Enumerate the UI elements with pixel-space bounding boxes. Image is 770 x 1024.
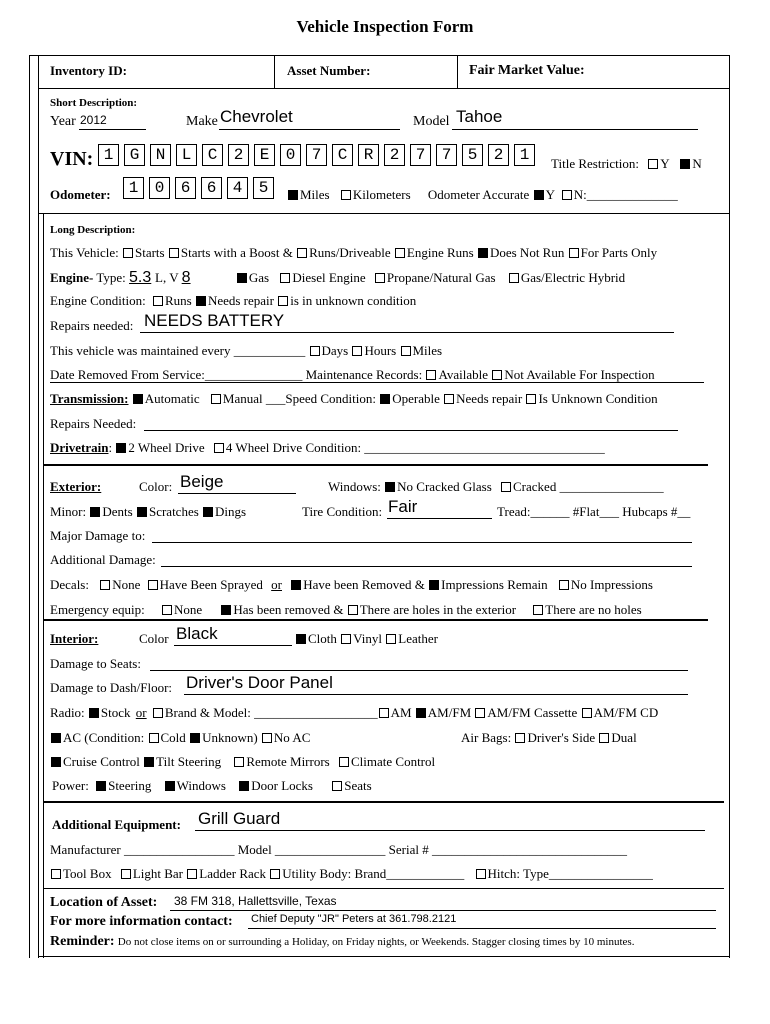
make-line — [219, 129, 400, 130]
tire-condition-line — [387, 518, 492, 519]
dual-checkbox[interactable] — [599, 733, 609, 743]
model-label: Model — [413, 114, 450, 129]
interior-color-line — [174, 645, 292, 646]
cracked-label: Cracked ________________ — [513, 479, 664, 494]
gas-checkbox[interactable] — [237, 273, 247, 283]
stock-checkbox[interactable] — [89, 708, 99, 718]
tilt-label: Tilt Steering — [156, 754, 222, 769]
vin-character-box[interactable]: 5 — [462, 144, 483, 166]
vinyl-checkbox[interactable] — [341, 634, 351, 644]
sprayed-label: Have Been Sprayed — [159, 577, 263, 592]
starts-checkbox[interactable] — [123, 248, 133, 258]
vinyl-label: Vinyl — [353, 631, 382, 646]
dual-label: Dual — [611, 730, 637, 745]
kilometers-checkbox[interactable] — [341, 190, 351, 200]
power-label: Power: — [52, 778, 89, 793]
additional-equipment-value[interactable]: Grill Guard — [198, 809, 281, 828]
location-label: Location of Asset: — [50, 895, 158, 910]
unknown-condition-label: is in unknown condition — [290, 293, 417, 308]
airbags-label: Air Bags: — [461, 730, 512, 745]
decals-label: Decals: — [50, 577, 89, 592]
tool-box-checkbox[interactable] — [51, 869, 61, 879]
engine-runs-checkbox[interactable] — [395, 248, 405, 258]
interior-color-value[interactable]: Black — [176, 624, 218, 643]
automatic-checkbox[interactable] — [133, 394, 143, 404]
reminder-label: Reminder: — [50, 934, 115, 949]
header-divider-2 — [457, 55, 458, 88]
dash-damage-label: Damage to Dash/Floor: — [50, 680, 173, 695]
power-row — [52, 778, 372, 794]
am-label: AM — [390, 705, 412, 720]
no-cracked-checkbox[interactable] — [385, 482, 395, 492]
radio-or-label: or — [135, 705, 147, 720]
year-value[interactable]: 2012 — [80, 113, 107, 127]
dings-checkbox[interactable] — [203, 507, 213, 517]
door-locks-label: Door Locks — [251, 778, 313, 793]
sprayed-checkbox[interactable] — [148, 580, 158, 590]
hybrid-label: Gas/Electric Hybrid — [520, 270, 626, 285]
l-v-label: L, V — [155, 270, 179, 285]
dents-label: Dents — [102, 504, 133, 519]
amfm-cassette-label: AM/FM Cassette — [487, 705, 578, 720]
repairs-needed-label: Repairs needed: — [50, 318, 134, 333]
windows-row — [328, 479, 664, 495]
short-description-label: Short Description: — [50, 97, 138, 109]
cold-checkbox[interactable] — [149, 733, 159, 743]
diesel-checkbox[interactable] — [280, 273, 290, 283]
scratches-checkbox[interactable] — [137, 507, 147, 517]
leather-checkbox[interactable] — [386, 634, 396, 644]
maintained-label: This vehicle was maintained every ___________ — [50, 343, 306, 358]
drivers-side-checkbox[interactable] — [515, 733, 525, 743]
emergency-none-label: None — [173, 602, 203, 617]
odometer-digit-box[interactable]: 5 — [253, 177, 274, 199]
equipment-row — [50, 866, 653, 882]
tire-condition-value[interactable]: Fair — [388, 497, 418, 516]
location-value[interactable]: 38 FM 318, Hallettsville, Texas — [174, 894, 337, 908]
kilometers-label: Kilometers — [352, 187, 411, 202]
odometer-accurate-label: Odometer Accurate — [427, 187, 530, 202]
miles-maint-checkbox[interactable] — [401, 346, 411, 356]
ladder-rack-label: Ladder Rack — [199, 866, 267, 881]
starts-boost-checkbox[interactable] — [169, 248, 179, 258]
scratches-label: Scratches — [148, 504, 199, 519]
no-holes-label: There are no holes — [545, 602, 642, 617]
options-row — [50, 754, 435, 770]
ac-unknown-label: Unknown) — [202, 730, 258, 745]
vin-character-box[interactable]: 1 — [514, 144, 535, 166]
climate-checkbox[interactable] — [339, 757, 349, 767]
needs-repair-checkbox[interactable] — [196, 296, 206, 306]
hitch-label: Hitch: Type________________ — [487, 866, 653, 881]
trans-needs-repair-label: Needs repair — [456, 391, 523, 406]
this-vehicle-label: This Vehicle: — [50, 245, 119, 260]
top-border — [29, 55, 730, 56]
exterior-divider — [44, 464, 708, 466]
trans-unknown-checkbox[interactable] — [526, 394, 536, 404]
odo-accurate-n-label: N:______________ — [573, 187, 678, 202]
vin-character-box[interactable]: 2 — [384, 144, 405, 166]
cloth-label: Cloth — [308, 631, 337, 646]
additional-equipment-label: Additional Equipment: — [52, 817, 181, 832]
asset-number-label: Asset Number: — [287, 63, 371, 78]
runs-driveable-checkbox[interactable] — [297, 248, 307, 258]
emergency-label: Emergency equip: — [50, 602, 145, 617]
operable-checkbox[interactable] — [380, 394, 390, 404]
upholstery-row — [295, 631, 438, 647]
has-removed-label: Has been removed & — [233, 602, 344, 617]
model-line — [452, 129, 698, 130]
maintained-row — [50, 343, 442, 359]
odo-accurate-y-checkbox[interactable] — [534, 190, 544, 200]
power-windows-label: Windows — [176, 778, 226, 793]
location-line — [170, 910, 716, 911]
vin-character-box[interactable]: 2 — [228, 144, 249, 166]
interior-color-label: Color — [139, 631, 169, 646]
minor-label: Minor: — [50, 504, 87, 519]
brand-model-checkbox[interactable] — [153, 708, 163, 718]
odometer-digit-box[interactable]: 1 — [123, 177, 144, 199]
tread-label: Tread:______ #Flat___ Hubcaps #__ — [497, 504, 691, 519]
utility-body-checkbox[interactable] — [270, 869, 280, 879]
drivetrain-label: Drivetrain — [50, 440, 109, 455]
no-impressions-checkbox[interactable] — [559, 580, 569, 590]
miles-checkbox[interactable] — [288, 190, 298, 200]
light-bar-label: Light Bar — [132, 866, 184, 881]
gas-label: Gas — [248, 270, 270, 285]
airbags-row — [461, 730, 637, 746]
propane-checkbox[interactable] — [375, 273, 385, 283]
exterior-color-line — [178, 493, 296, 494]
no-holes-checkbox[interactable] — [533, 605, 543, 615]
title-y-label: Y — [660, 156, 670, 171]
reminder-row — [50, 933, 634, 950]
make-value[interactable]: Chevrolet — [220, 107, 293, 126]
exterior-color-label: Color: — [139, 479, 173, 494]
vin-character-box[interactable]: C — [202, 144, 223, 166]
holes-label: There are holes in the exterior — [359, 602, 517, 617]
contact-label: For more information contact: — [50, 914, 233, 929]
odometer-units — [287, 187, 678, 203]
decals-removed-label: Have been Removed & — [303, 577, 425, 592]
climate-label: Climate Control — [350, 754, 436, 769]
days-label: Days — [321, 343, 349, 358]
additional-damage-line — [161, 566, 692, 567]
decals-or-label: or — [271, 577, 282, 592]
ac-label: AC (Condition: — [63, 730, 145, 745]
tool-box-label: Tool Box — [63, 866, 112, 881]
interior-label: Interior: — [50, 631, 99, 646]
trans-needs-repair-checkbox[interactable] — [444, 394, 454, 404]
holes-checkbox[interactable] — [348, 605, 358, 615]
dash-damage-value[interactable]: Driver's Door Panel — [186, 673, 333, 692]
exterior-color-value[interactable]: Beige — [180, 472, 224, 491]
make-label: Make — [186, 114, 218, 129]
section-divider — [38, 213, 729, 214]
seats-damage-label: Damage to Seats: — [50, 656, 141, 671]
engine-row — [50, 269, 625, 287]
needs-repair-label: Needs repair — [207, 293, 274, 308]
header-row-divider — [38, 88, 729, 89]
available-checkbox[interactable] — [426, 370, 436, 380]
date-removed-row — [50, 367, 655, 383]
repairs-needed-value[interactable]: NEEDS BATTERY — [144, 311, 285, 330]
major-damage-line — [152, 542, 692, 543]
ladder-rack-checkbox[interactable] — [187, 869, 197, 879]
date-removed-underline — [50, 382, 704, 383]
cylinders-value[interactable]: 8 — [181, 269, 191, 286]
four-wd-checkbox[interactable] — [214, 443, 224, 453]
exterior-label: Exterior: — [50, 479, 102, 494]
odometer-digit-box[interactable]: 0 — [149, 177, 170, 199]
operable-label: Operable — [392, 391, 440, 406]
radio-row — [50, 705, 658, 721]
additional-damage-label: Additional Damage: — [50, 552, 156, 567]
vin-label: VIN: — [50, 148, 94, 170]
am-checkbox[interactable] — [379, 708, 389, 718]
ac-checkbox[interactable] — [51, 733, 61, 743]
transmission-label: Transmission: — [50, 391, 129, 406]
power-steering-label: Steering — [108, 778, 152, 793]
engine-runs-label: Engine Runs — [406, 245, 474, 260]
model-value[interactable]: Tahoe — [456, 107, 503, 126]
decals-row — [50, 577, 653, 593]
no-cracked-label: No Cracked Glass — [397, 479, 492, 494]
power-seats-checkbox[interactable] — [332, 781, 342, 791]
radio-label: Radio: — [50, 705, 85, 720]
for-parts-checkbox[interactable] — [569, 248, 579, 258]
leather-label: Leather — [398, 631, 438, 646]
does-not-run-label: Does Not Run — [489, 245, 565, 260]
vin-character-box[interactable]: L — [176, 144, 197, 166]
inner-left-border — [38, 55, 39, 958]
tilt-checkbox[interactable] — [144, 757, 154, 767]
four-wd-label: 4 Wheel Drive Condition: _____________________________________ — [225, 440, 605, 455]
not-available-label: Not Available For Inspection — [504, 367, 655, 382]
runs-driveable-label: Runs/Driveable — [309, 245, 391, 260]
repairs-needed-2-line — [144, 430, 678, 431]
odo-accurate-n-checkbox[interactable] — [562, 190, 572, 200]
vin-character-box[interactable]: 0 — [280, 144, 301, 166]
vin-character-box[interactable]: R — [358, 144, 379, 166]
odo-accurate-y-label: Y — [545, 187, 555, 202]
odometer-digit-box[interactable]: 6 — [175, 177, 196, 199]
ac-row — [50, 730, 310, 746]
displacement-value[interactable]: 5.3 — [129, 269, 152, 286]
cruise-label: Cruise Control — [63, 754, 140, 769]
utility-body-label: Utility Body: Brand____________ — [282, 866, 465, 881]
miles-label: Miles — [300, 187, 330, 202]
engine-label: Engine- — [50, 270, 94, 285]
power-windows-checkbox[interactable] — [165, 781, 175, 791]
long-description-label: Long Description: — [50, 224, 136, 236]
repairs-needed-2-label: Repairs Needed: — [50, 416, 137, 431]
amfm-label: AM/FM — [427, 705, 472, 720]
engine-runs-cond-label: Runs — [164, 293, 192, 308]
power-steering-checkbox[interactable] — [96, 781, 106, 791]
reminder-text: Do not close items on or surrounding a Holiday, on Friday nights, or Weekends. Stagger closing times by 10 minutes. — [117, 936, 635, 948]
amfm-checkbox[interactable] — [416, 708, 426, 718]
manufacturer-label: Manufacturer _________________ Model _________________ Serial # ______________________________ — [50, 842, 628, 857]
engine-type-label: Type: — [93, 270, 130, 285]
date-removed-label: Date Removed From Service:_______________ Maintenance Records: — [50, 367, 423, 382]
year-label: Year — [50, 114, 76, 129]
impressions-checkbox[interactable] — [429, 580, 439, 590]
vin-character-box[interactable]: E — [254, 144, 275, 166]
drivetrain-row: Drivetrain: 2 Wheel Drive 4 Wheel Drive Condition: _____________________________________ — [50, 440, 605, 455]
amfm-cd-checkbox[interactable] — [582, 708, 592, 718]
days-checkbox[interactable] — [310, 346, 320, 356]
bottom-border — [38, 956, 729, 957]
fair-market-value-label: Fair Market Value: — [469, 63, 585, 78]
vin-character-box[interactable]: C — [332, 144, 353, 166]
remote-mirrors-checkbox[interactable] — [234, 757, 244, 767]
transmission-row — [50, 391, 658, 407]
miles-maint-label: Miles — [412, 343, 443, 358]
header-divider-1 — [274, 55, 275, 88]
ac-unknown-checkbox[interactable] — [190, 733, 200, 743]
title-n-label: N — [692, 156, 702, 171]
not-available-checkbox[interactable] — [492, 370, 502, 380]
has-removed-checkbox[interactable] — [221, 605, 231, 615]
decals-none-checkbox[interactable] — [100, 580, 110, 590]
title-y-checkbox[interactable] — [648, 159, 658, 169]
engine-condition-row — [50, 293, 416, 309]
manual-checkbox[interactable] — [211, 394, 221, 404]
stock-label: Stock — [100, 705, 131, 720]
interior-divider — [44, 619, 708, 621]
vin-character-box[interactable]: 7 — [306, 144, 327, 166]
power-seats-label: Seats — [344, 778, 372, 793]
two-wd-checkbox[interactable] — [116, 443, 126, 453]
unknown-condition-checkbox[interactable] — [278, 296, 288, 306]
does-not-run-checkbox[interactable] — [478, 248, 488, 258]
vin-character-box[interactable]: 2 — [488, 144, 509, 166]
odometer-digit-box[interactable]: 4 — [227, 177, 248, 199]
additional-divider — [44, 801, 724, 803]
starts-label: Starts — [134, 245, 165, 260]
impressions-label: Impressions Remain — [441, 577, 548, 592]
odometer-label: Odometer: — [50, 187, 111, 202]
cold-label: Cold — [160, 730, 186, 745]
footer-divider — [44, 888, 724, 889]
diesel-label: Diesel Engine — [292, 270, 366, 285]
two-wd-label: 2 Wheel Drive — [128, 440, 205, 455]
amfm-cassette-checkbox[interactable] — [475, 708, 485, 718]
cruise-checkbox[interactable] — [51, 757, 61, 767]
hybrid-checkbox[interactable] — [509, 273, 519, 283]
emergency-none-checkbox[interactable] — [162, 605, 172, 615]
no-impressions-label: No Impressions — [570, 577, 653, 592]
right-border — [729, 55, 730, 958]
inventory-id-label: Inventory ID: — [50, 63, 127, 78]
no-ac-label: No AC — [273, 730, 311, 745]
door-locks-checkbox[interactable] — [239, 781, 249, 791]
decals-none-label: None — [112, 577, 141, 592]
brand-model-label: Brand & Model: ___________________ — [164, 705, 378, 720]
minor-row — [50, 504, 246, 520]
outer-left-border — [29, 55, 30, 958]
title-restriction-label: Title Restriction: — [551, 156, 639, 171]
automatic-label: Automatic — [144, 391, 200, 406]
propane-label: Propane/Natural Gas — [386, 270, 496, 285]
starts-boost-label: Starts with a Boost & — [180, 245, 293, 260]
light-bar-checkbox[interactable] — [121, 869, 131, 879]
tire-condition-label: Tire Condition: — [302, 504, 383, 519]
no-ac-checkbox[interactable] — [262, 733, 272, 743]
engine-condition-label: Engine Condition: — [50, 293, 146, 308]
engine-runs-cond-checkbox[interactable] — [153, 296, 163, 306]
dents-checkbox[interactable] — [90, 507, 100, 517]
cloth-checkbox[interactable] — [296, 634, 306, 644]
vin-character-box[interactable]: 1 — [98, 144, 119, 166]
vin-character-box[interactable]: G — [124, 144, 145, 166]
contact-value[interactable]: Chief Deputy "JR" Peters at 361.798.2121 — [251, 913, 457, 925]
amfm-cd-label: AM/FM CD — [593, 705, 659, 720]
for-parts-label: For Parts Only — [580, 245, 658, 260]
year-line — [79, 129, 146, 130]
trans-unknown-label: Is Unknown Condition — [538, 391, 658, 406]
major-damage-label: Major Damage to: — [50, 528, 146, 543]
hours-label: Hours — [364, 343, 397, 358]
title-restriction — [551, 156, 702, 172]
form-title: Vehicle Inspection Form — [296, 17, 474, 36]
cracked-checkbox[interactable] — [501, 482, 511, 492]
windows-label: Windows: — [328, 479, 381, 494]
hours-checkbox[interactable] — [352, 346, 362, 356]
seats-damage-line — [150, 670, 688, 671]
contact-line — [248, 928, 716, 929]
dash-damage-line — [184, 694, 688, 695]
this-vehicle-row — [50, 245, 657, 261]
long-desc-left-border — [43, 213, 44, 958]
vin-character-box[interactable]: 7 — [410, 144, 431, 166]
available-label: Available — [438, 367, 489, 382]
vin-character-box[interactable]: N — [150, 144, 171, 166]
dings-label: Dings — [215, 504, 247, 519]
title-n-checkbox[interactable] — [680, 159, 690, 169]
vin-character-box[interactable]: 7 — [436, 144, 457, 166]
decals-removed-checkbox[interactable] — [291, 580, 301, 590]
additional-equipment-line — [195, 830, 705, 831]
remote-mirrors-label: Remote Mirrors — [246, 754, 330, 769]
repairs-needed-line — [140, 332, 674, 333]
drivers-side-label: Driver's Side — [527, 730, 596, 745]
hitch-checkbox[interactable] — [476, 869, 486, 879]
emergency-row — [50, 602, 642, 618]
odometer-digit-box[interactable]: 6 — [201, 177, 222, 199]
manual-label: Manual ___Speed Condition: — [222, 391, 376, 406]
